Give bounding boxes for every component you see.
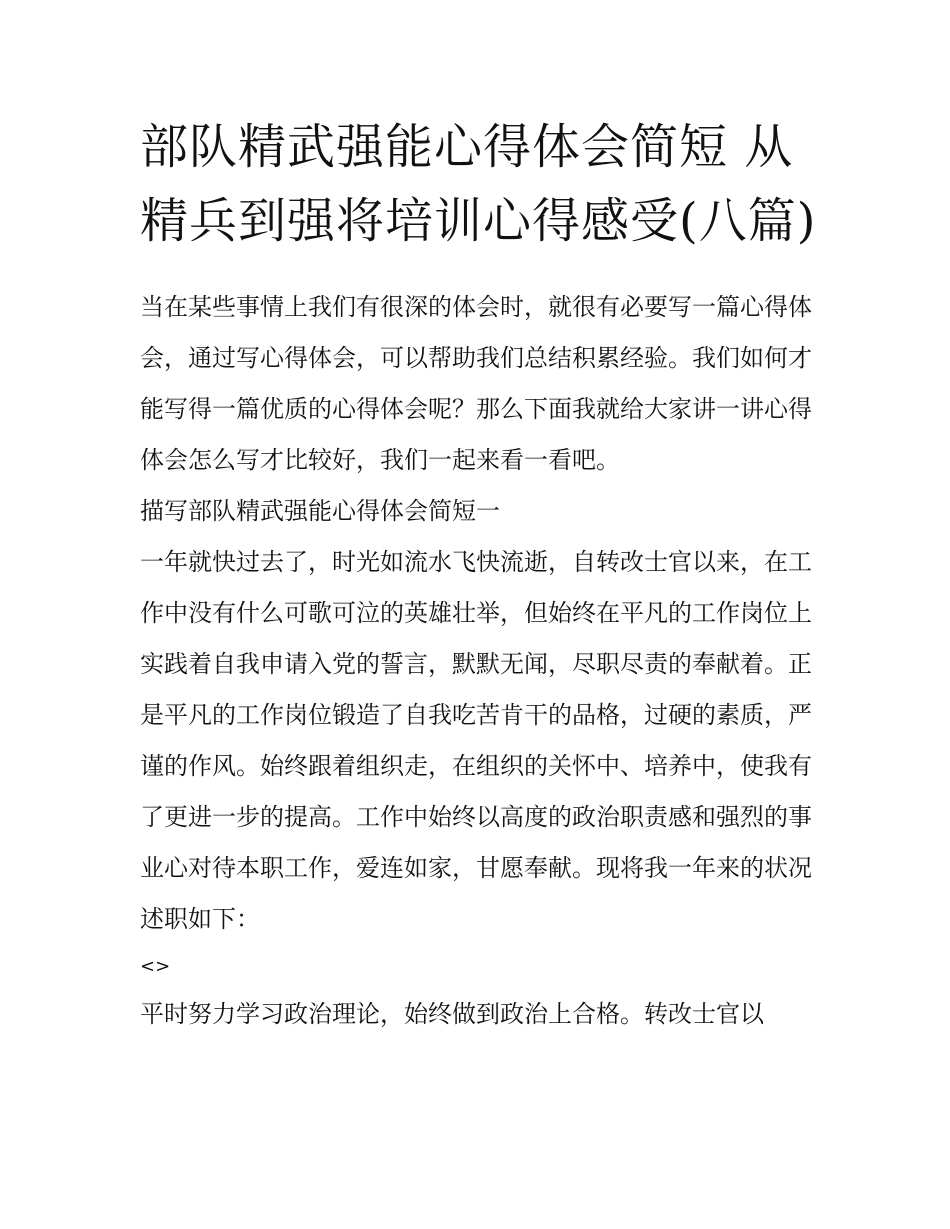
section-heading: 描写部队精武强能心得体会简短一 bbox=[140, 497, 500, 525]
body-paragraph: 一年就快过去了，时光如流水飞快流逝，自转改士官以来，在工作中没有什么可歌可泣的英雄壮举，但始终在平凡的工作岗位上实践着自我申请入党的誓言，默默无闻，尽职尽责的奉献着。正是平凡的工作岗位锻造了自我吃苦肯干的品格，过硬的素质，严谨的作风。始终跟着组织走，在组织的关怀中、培养中，使我有了更进一步的提高。工作中始终以高度的政治职责感和强烈的事业心对待本职工作，爱连如家，甘愿奉献。现将我一年来的状况述职如下： bbox=[140, 548, 812, 933]
intro-paragraph: 当在某些事情上我们有很深的体会时，就很有必要写一篇心得体会，通过写心得体会，可以帮助我们总结积累经验。我们如何才能写得一篇优质的心得体会呢？那么下面我就给大家讲一讲心得体会怎么写才比较好，我们一起来看一看吧。 bbox=[140, 293, 812, 474]
last-paragraph: 平时努力学习政治理论，始终做到政治上合格。转改士官以 bbox=[140, 1000, 764, 1028]
document-title: 部队精武强能心得体会简短 从精兵到强将培训心得感受(八篇) bbox=[140, 119, 817, 249]
document-page bbox=[140, 110, 820, 1040]
placeholder-marker: <> bbox=[140, 956, 171, 977]
